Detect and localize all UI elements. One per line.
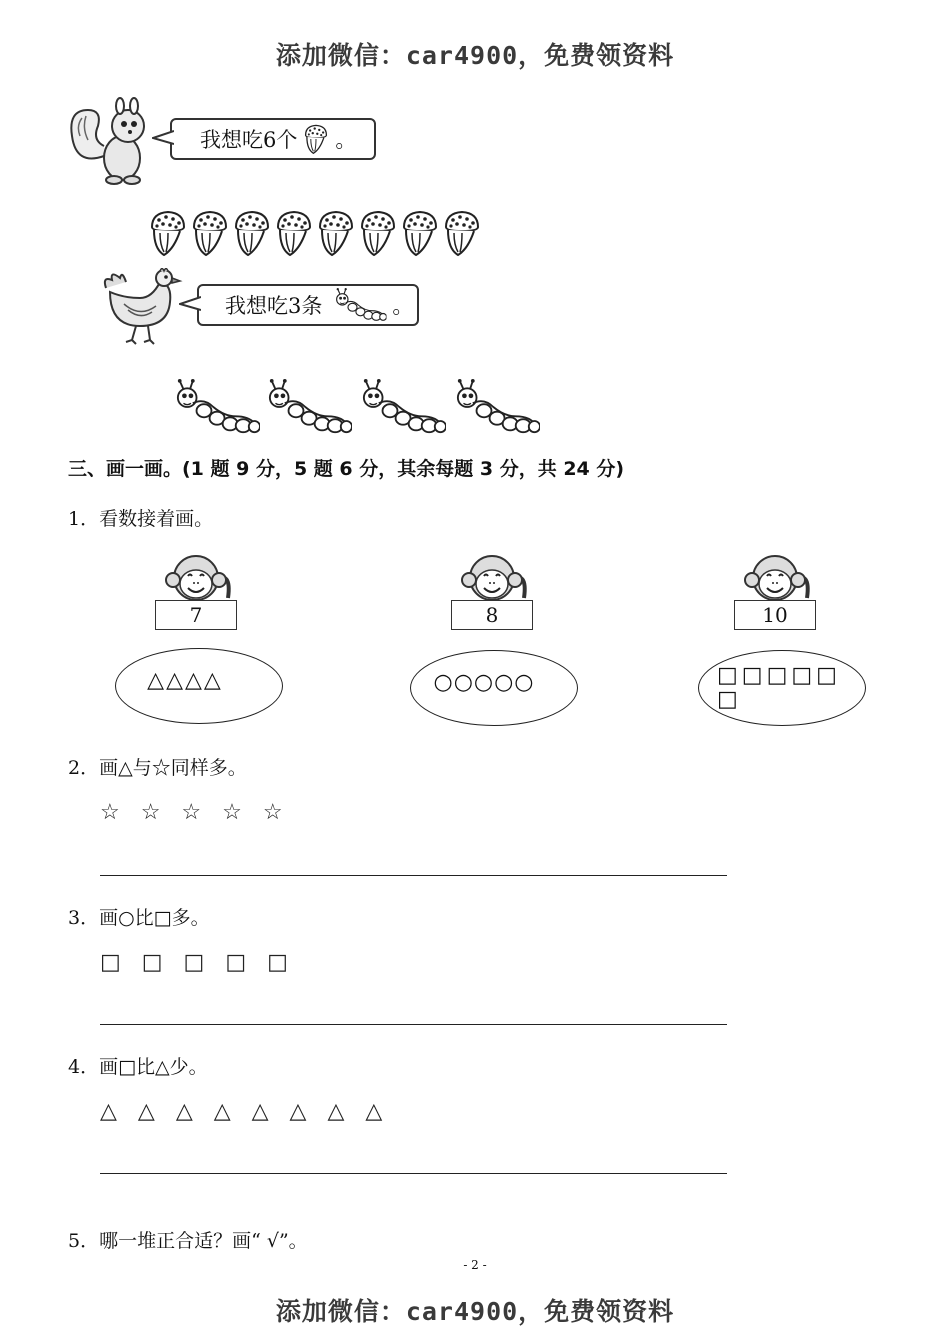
caterpillar-icon <box>176 378 260 436</box>
caterpillar-icon <box>268 378 352 436</box>
bubble-tail <box>179 296 201 312</box>
squirrel-speech-bubble <box>170 118 376 160</box>
hen-icon <box>100 268 186 346</box>
number-card-2: 8 <box>451 600 533 630</box>
square-shapes-row-2: □ <box>717 687 738 712</box>
square-symbols: □ □ □ □ □ <box>100 950 288 975</box>
acorn-icon <box>303 123 329 155</box>
speech-period: 。 <box>335 128 357 152</box>
hen-speech-bubble <box>197 284 419 326</box>
question-3-text: 3．画○比□多。 <box>68 907 210 929</box>
number-card-3: 10 <box>734 600 816 630</box>
answer-oval-2[interactable] <box>410 650 578 726</box>
caterpillar-icon <box>362 378 446 436</box>
acorn-icon <box>274 208 314 258</box>
star-symbols: ☆ ☆ ☆ ☆ ☆ <box>100 800 283 825</box>
square-shapes-row-1: □□□□□ <box>717 663 841 688</box>
page-number: - 2 - <box>463 1258 487 1272</box>
acorn-icon <box>316 208 356 258</box>
question-5-text: 5．哪一堆正合适？画“ √”。 <box>68 1230 308 1252</box>
acorn-icon <box>190 208 230 258</box>
acorn-icon <box>232 208 272 258</box>
triangle-symbols: △ △ △ △ △ △ △ △ <box>100 1099 383 1124</box>
answer-oval-1[interactable] <box>115 648 283 724</box>
answer-line-2[interactable] <box>100 875 727 876</box>
watermark-top: 添加微信：car4900，免费领资料 <box>275 41 675 70</box>
question-4-text: 4．画□比△少。 <box>68 1056 208 1078</box>
bubble-tail <box>152 130 174 146</box>
hen-speech-text: 我想吃3条 <box>225 294 323 318</box>
circle-shapes: ○○○○○ <box>433 669 535 695</box>
section-title: 三、画一画。(1 题 9 分，5 题 6 分，其余每题 3 分，共 24 分) <box>68 458 625 480</box>
acorn-row <box>148 208 482 258</box>
triangle-shapes: △△△△ <box>147 667 223 693</box>
answer-line-4[interactable] <box>100 1173 727 1174</box>
squirrel-speech-text: 我想吃6个 <box>200 128 298 152</box>
question-2-text: 2．画△与☆同样多。 <box>68 757 247 779</box>
caterpillar-icon <box>456 378 540 436</box>
number-card-1: 7 <box>155 600 237 630</box>
acorn-icon <box>400 208 440 258</box>
watermark-bottom: 添加微信：car4900，免费领资料 <box>275 1297 675 1326</box>
speech-period: 。 <box>392 294 414 318</box>
squirrel-icon <box>68 96 150 186</box>
acorn-icon <box>358 208 398 258</box>
acorn-icon <box>148 208 188 258</box>
answer-line-3[interactable] <box>100 1024 727 1025</box>
acorn-icon <box>442 208 482 258</box>
question-1-text: 1．看数接着画。 <box>68 508 214 530</box>
caterpillar-icon <box>332 288 390 322</box>
answer-oval-3[interactable] <box>698 650 866 726</box>
